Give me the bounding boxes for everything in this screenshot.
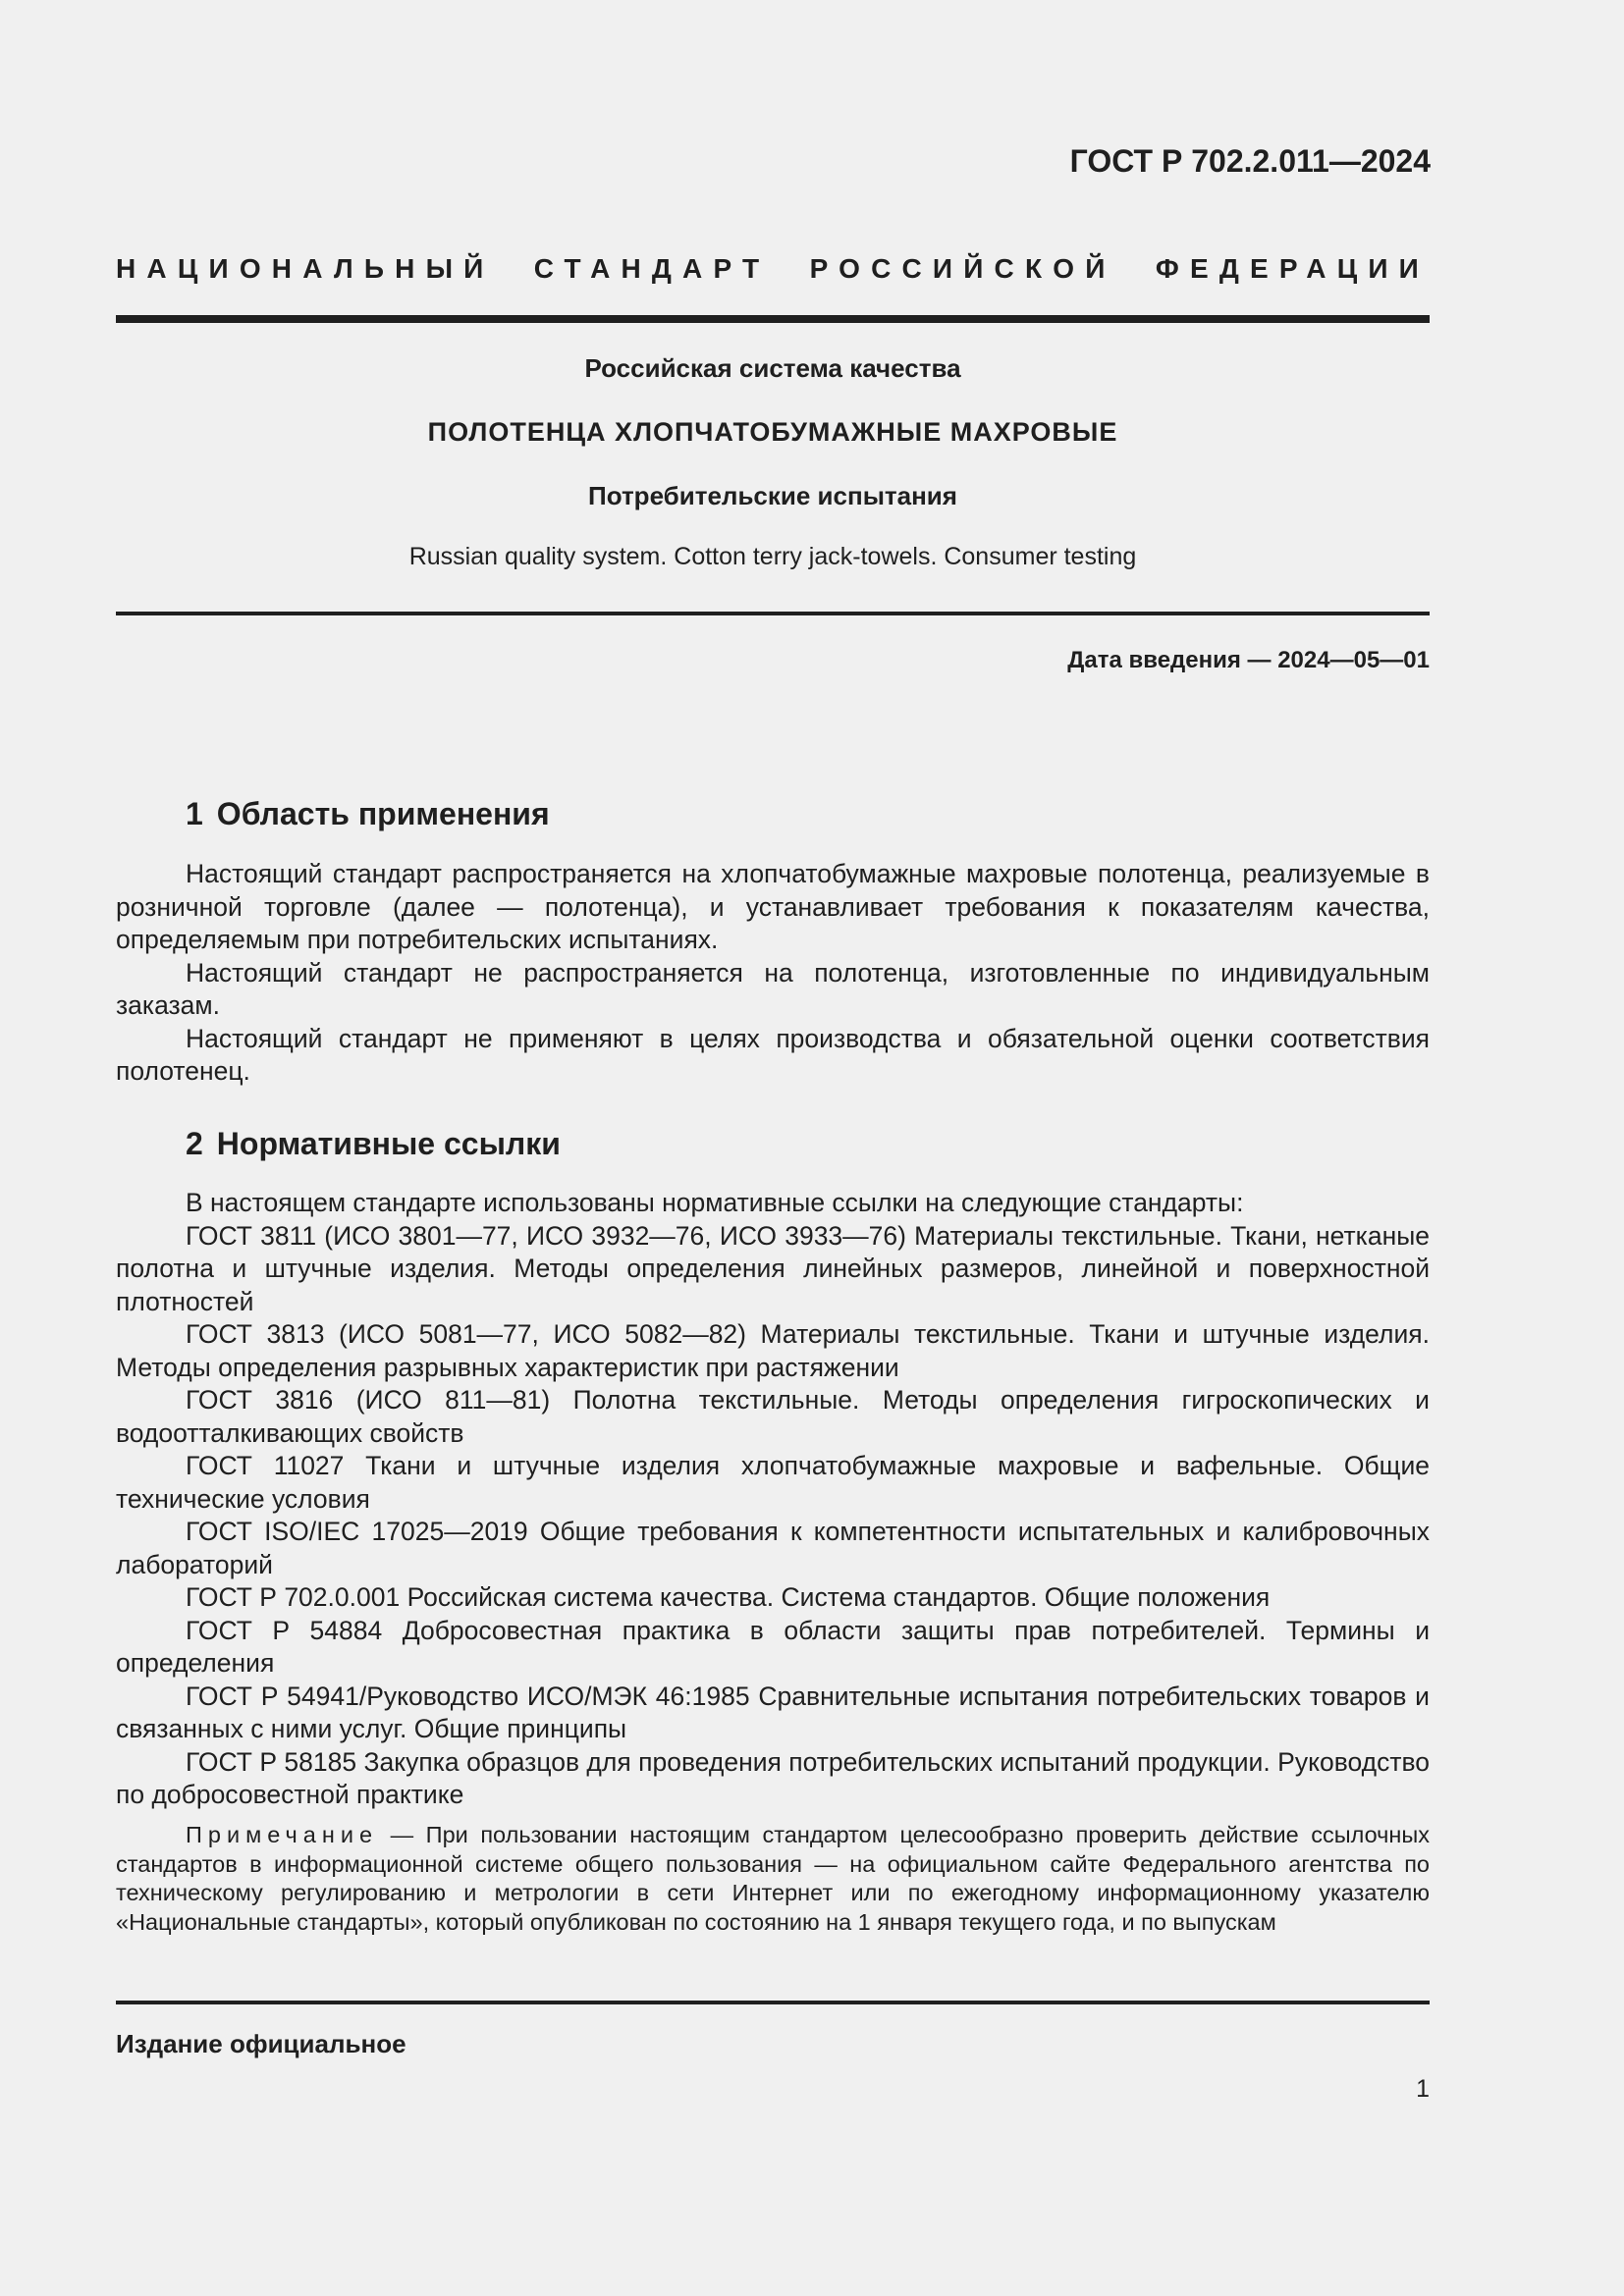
title-main: ПОЛОТЕНЦА ХЛОПЧАТОБУМАЖНЫЕ МАХРОВЫЕ (427, 417, 1118, 447)
reference-item: ГОСТ 3811 (ИСО 3801—77, ИСО 3932—76, ИСО 3933—76) Материалы текстильные. Ткани, нетканые полотна и штучные изделия. Методы определения линейных размеров, линейной и поверхностной плотностей (116, 1220, 1430, 1316)
reference-note (116, 1821, 1430, 1937)
header-rule (116, 315, 1430, 323)
note-text: — При пользовании настоящим стандартом целесообразно проверить действие ссылочных стандартов в информационной системе общего пользования — на официальном сайте Федерального агентства по техническому регулированию и метрологии в сети Интернет или по ежегодному информационному указателю «Национальные стандарты», который опубликован по состоянию на 1 января текущего года, и по выпускам (116, 1822, 1430, 1935)
reference-item: ГОСТ Р 54941/Руководство ИСО/МЭК 46:1985 Сравнительные испытания потребительских товаров и связанных с ними услуг. Общие принципы (116, 1681, 1430, 1743)
section2-number: 2 (186, 1126, 203, 1161)
section1-paragraph: Настоящий стандарт распространяется на хлопчатобумажные махровые полотенца, реализуемые в розничной торговле (далее — полотенца), и устанавливает требования к показателям качества, определяемым при потребительских испытаниях. (116, 859, 1430, 954)
title-system: Российская система качества (584, 353, 961, 383)
reference-item: ГОСТ ISO/IEC 17025—2019 Общие требования к компетентности испытательных и калибровочных лабораторий (116, 1517, 1430, 1579)
section1-number: 1 (186, 796, 203, 831)
section1-body (116, 858, 1430, 1089)
reference-item: ГОСТ 11027 Ткани и штучные изделия хлопчатобумажные махровые и вафельные. Общие технические условия (116, 1451, 1430, 1514)
note-label: Примечание (186, 1822, 379, 1847)
gost-identifier: ГОСТ Р 702.2.011—2024 (1069, 143, 1431, 179)
section2-body (116, 1187, 1430, 1812)
section2-intro: В настоящем стандарте использованы нормативные ссылки на следующие стандарты: (186, 1188, 1244, 1217)
title-rule (116, 612, 1430, 615)
reference-item: ГОСТ Р 702.0.001 Российская система качества. Система стандартов. Общие положения (186, 1582, 1271, 1612)
section1-paragraph: Настоящий стандарт не распространяется на полотенца, изготовленные по индивидуальным заказам. (116, 957, 1430, 1020)
title-subtitle: Потребительские испытания (588, 481, 957, 510)
title-english: Russian quality system. Cotton terry jack-towels. Consumer testing (408, 543, 1137, 570)
reference-item: ГОСТ Р 54884 Добросовестная практика в области защиты прав потребителей. Термины и определения (116, 1615, 1430, 1678)
reference-item: ГОСТ 3816 (ИСО 811—81) Полотна текстильные. Методы определения гигроскопических и водоотталкивающих свойств (116, 1385, 1430, 1448)
section1-paragraph: Настоящий стандарт не применяют в целях производства и обязательной оценки соответствия полотенец. (116, 1023, 1430, 1086)
reference-item: ГОСТ Р 58185 Закупка образцов для проведения потребительских испытаний продукции. Руководство по добросовестной практике (116, 1746, 1430, 1809)
section2-title: Нормативные ссылки (216, 1126, 561, 1161)
footer-rule (116, 2001, 1430, 2004)
section1-heading (186, 796, 550, 832)
introduction-date: Дата введения — 2024—05—01 (1067, 647, 1430, 673)
section2-heading (186, 1126, 561, 1162)
page-number: 1 (1416, 2075, 1430, 2103)
section1-title: Область применения (216, 796, 550, 831)
national-standard-banner: НАЦИОНАЛЬНЫЙ СТАНДАРТ РОССИЙСКОЙ ФЕДЕРАЦИИ (116, 253, 1430, 284)
reference-item: ГОСТ 3813 (ИСО 5081—77, ИСО 5082—82) Материалы текстильные. Ткани и штучные изделия. Методы определения разрывных характеристик при растяжении (116, 1319, 1430, 1382)
official-edition-label: Издание официальное (116, 2029, 406, 2058)
